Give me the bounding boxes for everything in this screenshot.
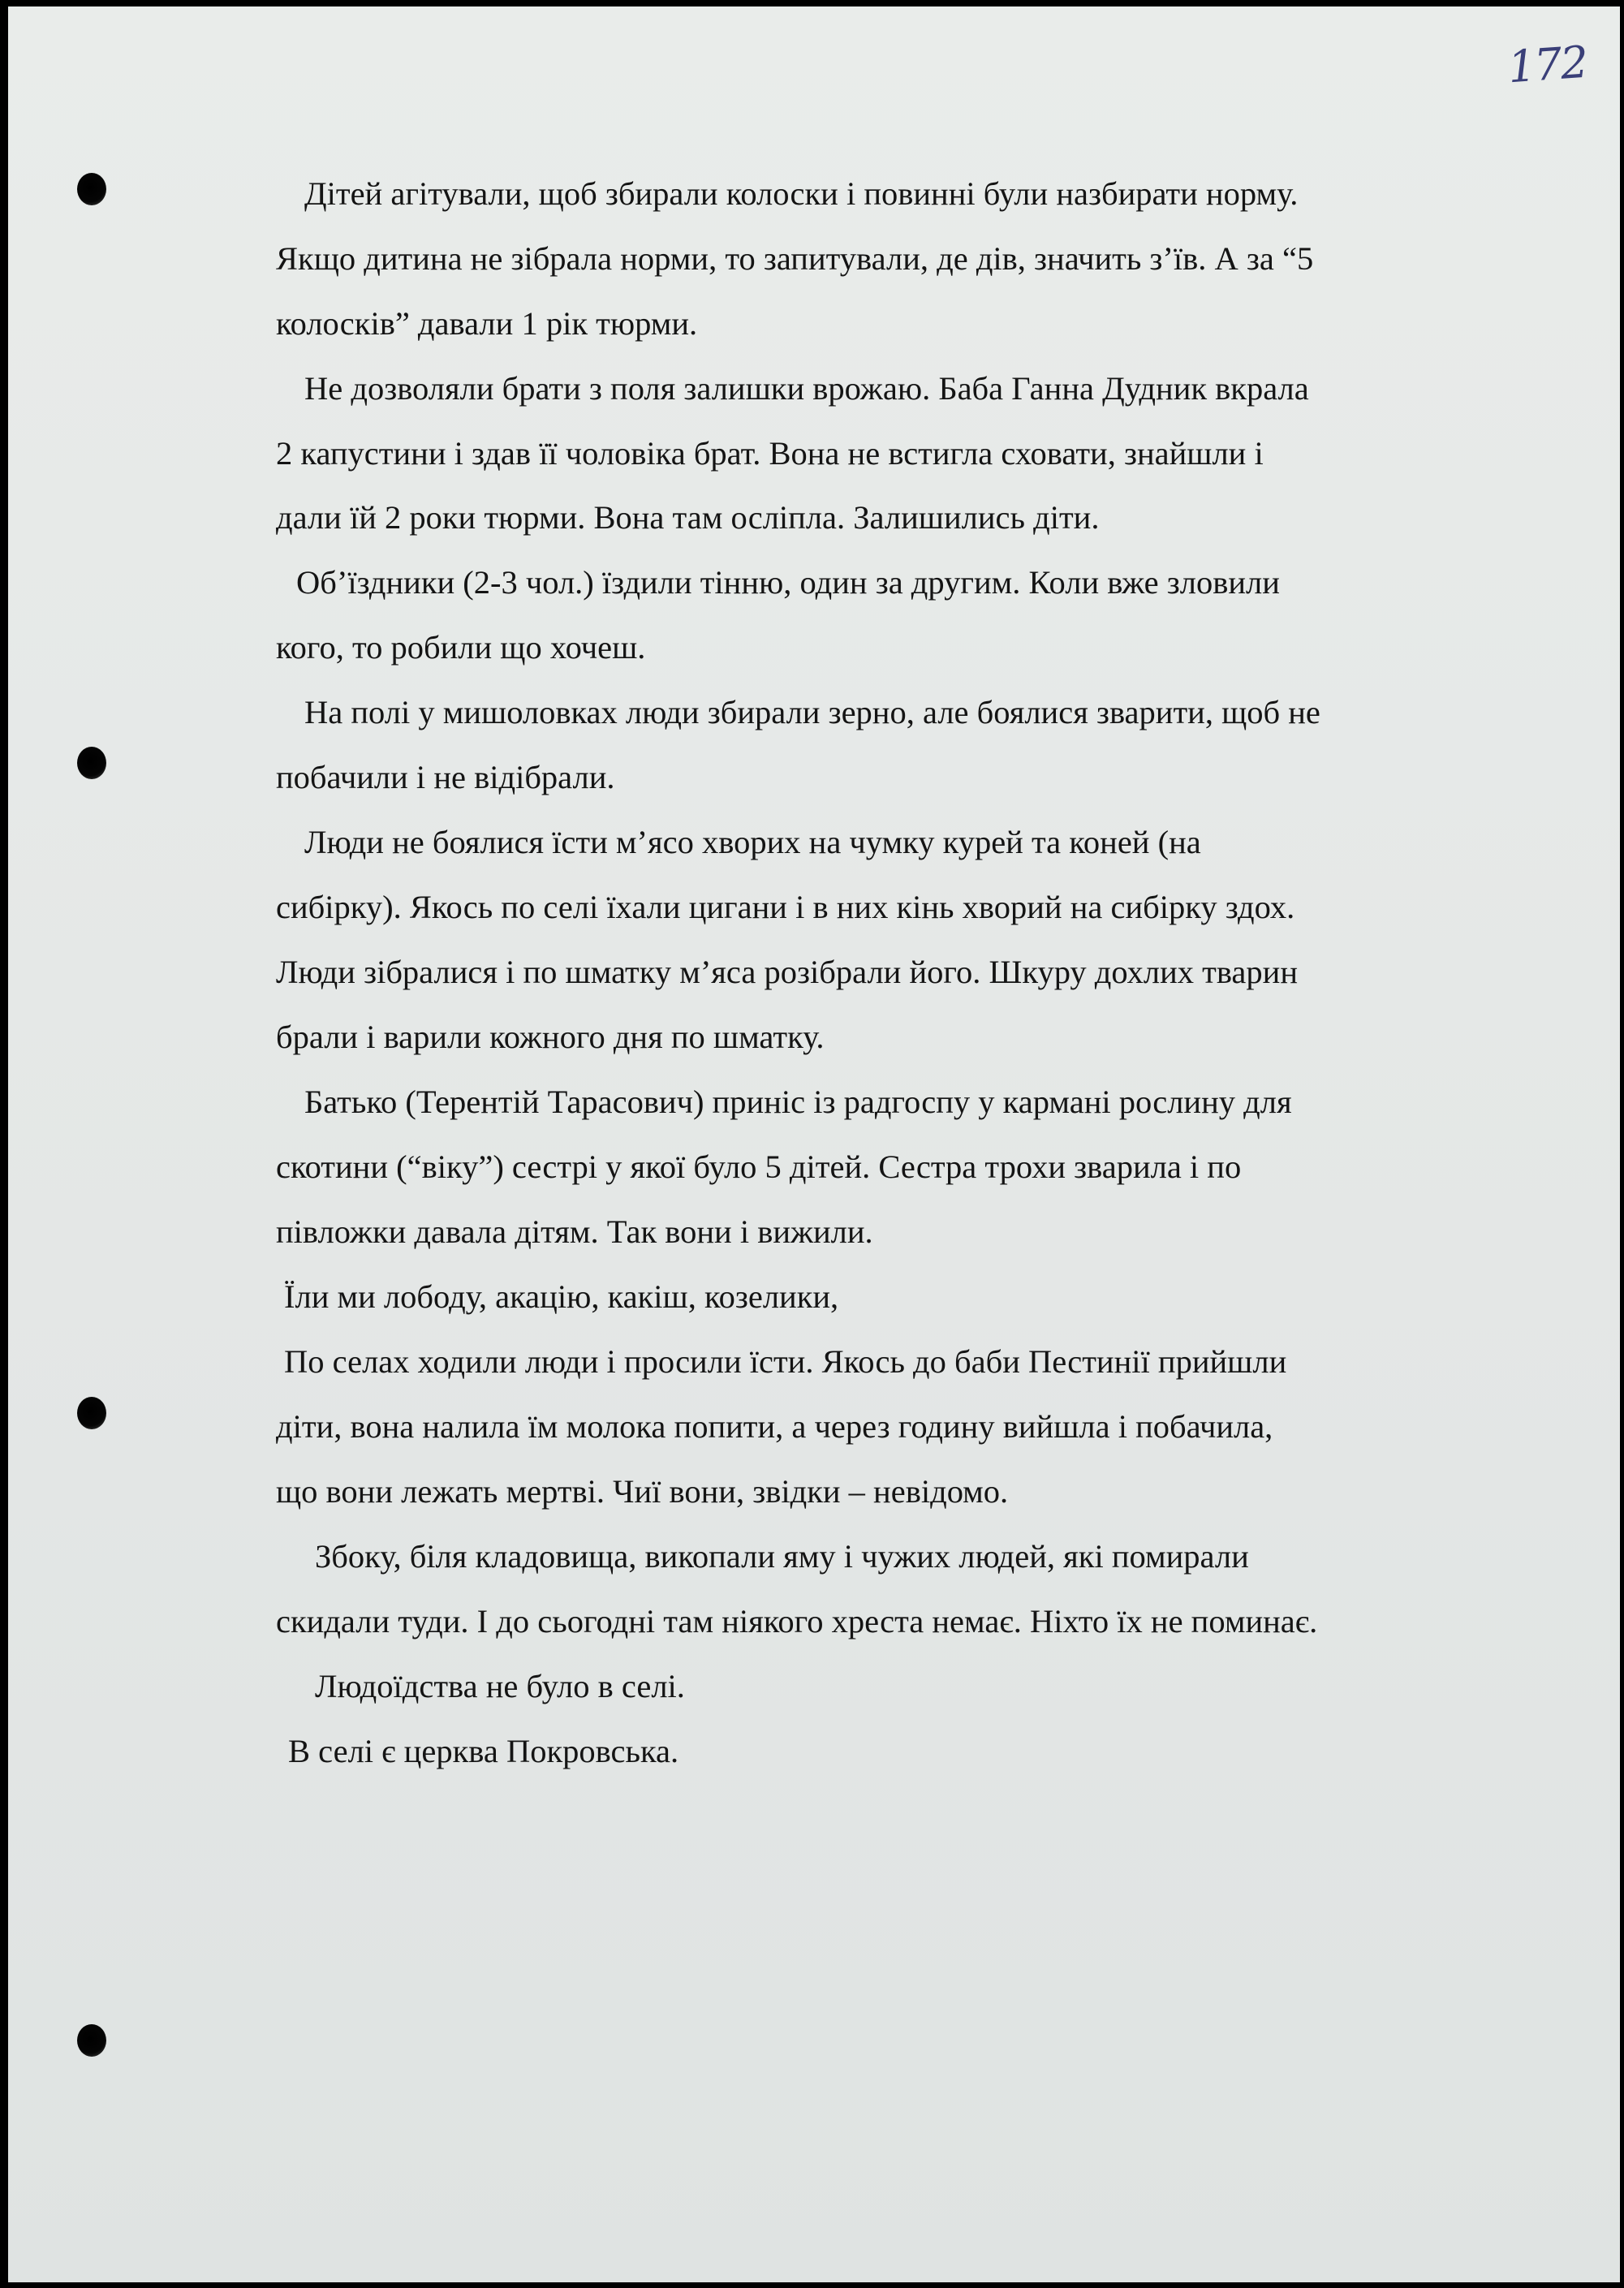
punch-hole: [77, 173, 106, 205]
text-line: Дітей агітували, щоб збирали колоски і повинні були назбирати норму.: [304, 175, 1299, 212]
text-line: півложки давала дітям. Так вони і вижили.: [276, 1213, 873, 1250]
text-line: сибірку). Якось по селі їхали цигани і в них кінь хворий на сибірку здох.: [276, 889, 1295, 925]
text-line: Батько (Терентій Тарасович) приніс із радгоспу у кармані рослину для: [304, 1084, 1292, 1120]
punch-hole: [77, 1397, 106, 1429]
text-line: діти, вона налила їм молока попити, а через годину вийшла і побачила,: [276, 1408, 1273, 1445]
text-line: По селах ходили люди і просили їсти. Якось до баби Пестинії прийшли: [284, 1343, 1287, 1380]
text-line: скотини (“віку”) сестрі у якої було 5 дітей. Сестра трохи зварила і по: [276, 1148, 1242, 1185]
text-line: Їли ми лободу, акацію, какіш, козелики,: [284, 1278, 839, 1315]
text-line: Люди зібралися і по шматку м’яса розібрали його. Шкуру дохлих тварин: [276, 954, 1299, 990]
text-line: В селі є церква Покровська.: [288, 1733, 679, 1769]
text-line: скидали туди. І до сьогодні там ніякого хреста немає. Ніхто їх не поминає.: [276, 1603, 1318, 1640]
text-line: дали їй 2 роки тюрми. Вона там осліпла. Залишились діти.: [276, 499, 1100, 536]
text-line: На полі у мишоловках люди збирали зерно, але боялися зварити, щоб не: [304, 694, 1320, 730]
punch-hole: [77, 2024, 106, 2057]
text-line: Об’їздники (2-3 чол.) їздили тінню, один за другим. Коли вже зловили: [296, 564, 1280, 601]
text-line: Люди не боялися їсти м’ясо хворих на чумку курей та коней (на: [304, 824, 1201, 860]
archive-page-number: 172: [1506, 36, 1589, 93]
text-line: 2 капустини і здав її чоловіка брат. Вона не встигла сховати, знайшли і: [276, 435, 1264, 472]
text-line: Не дозволяли брати з поля залишки врожаю. Баба Ганна Дудник вкрала: [304, 370, 1309, 407]
text-line: Збоку, біля кладовища, викопали яму і чужих людей, які помирали: [315, 1538, 1249, 1575]
punch-hole: [77, 747, 106, 779]
text-line: колосків” давали 1 рік тюрми.: [276, 305, 698, 342]
text-line: кого, то робили що хочеш.: [276, 629, 646, 666]
text-line: Якщо дитина не зібрала норми, то запитували, де дів, значить з’їв. А за “5: [276, 240, 1314, 277]
text-line: брали і варили кожного дня по шматку.: [276, 1019, 825, 1055]
text-line: побачили і не відібрали.: [276, 759, 615, 795]
text-line: Людоїдства не було в селі.: [315, 1668, 685, 1704]
text-line: що вони лежать мертві. Чиї вони, звідки – невідомо.: [276, 1473, 1009, 1510]
document-page: [8, 6, 1620, 2282]
